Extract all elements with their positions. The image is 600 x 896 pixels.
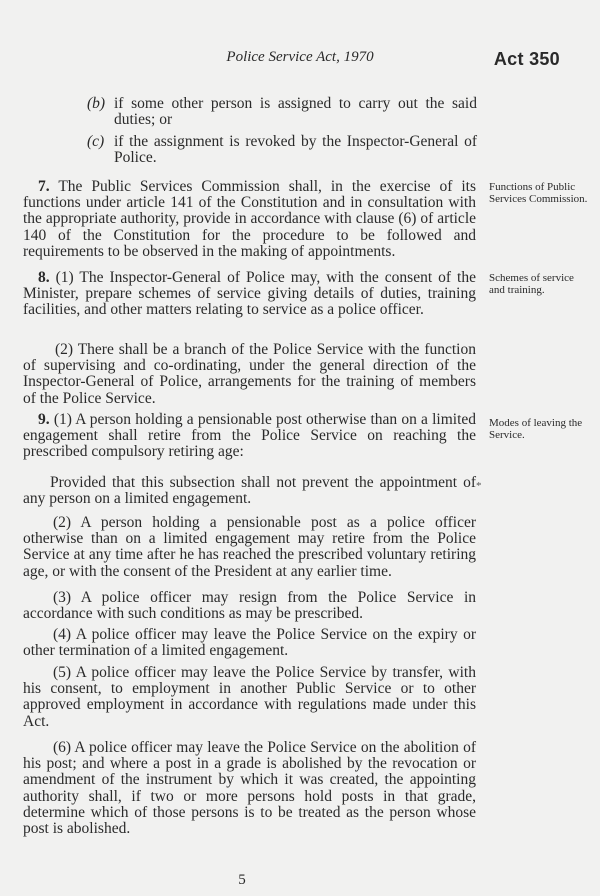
section-9-4 (23, 627, 476, 659)
section-8-1 (23, 270, 476, 319)
section-9-proviso (23, 475, 476, 507)
section-text: (5) A police officer may leave the Police Service by transfer, with his consent, to employment in another Public Service or to other approved employment in accordance with regulations made under this Act. (23, 664, 476, 730)
section-text: (2) There shall be a branch of the Police Service with the function of supervising and co-ordinating, under the general direction of the Inspector-General of Police, arrangements for the training of members of the Police Service. (23, 341, 476, 407)
section-9-1 (23, 412, 476, 461)
margin-note-schemes: Schemes of service and training. (489, 272, 574, 296)
item-text: if the assignment is revoked by the Inspector-General of Police. (114, 133, 477, 167)
section-text: (4) A police officer may leave the Police Service on the expiry or other termination of a limited engagement. (23, 626, 476, 660)
item-label: (b) (87, 95, 106, 112)
section-text: (2) A person holding a pensionable post as a police officer otherwise than on a limited engagement may retire from the Police Service at any time after he has reached the prescribed voluntary retiring age, or with the consent of the President at any earlier time. (23, 514, 476, 580)
list-item-b (87, 96, 477, 128)
list-item-c (87, 134, 477, 166)
section-text: (3) A police officer may resign from the Police Service in accordance with such conditions as may be prescribed. (23, 589, 476, 623)
section-number: 9. (38, 411, 50, 428)
page-header-title: Police Service Act, 1970 (226, 49, 374, 65)
section-number: 7. (38, 178, 50, 195)
section-text: (1) The Inspector-General of Police may, with the consent of the Minister, prepare schemes of service giving details of duties, training facilities, and other matters relating to service as a police officer. (23, 269, 476, 319)
section-number: 8. (38, 269, 50, 286)
section-text: Provided that this subsection shall not prevent the appointment of any person on a limited engagement. (23, 474, 476, 508)
section-text: (6) A police officer may leave the Police Service on the abolition of his post; and where a post in a grade is abolished by the revocation or amendment of the instrument by which it was created, the appointing authority shall, if two or more persons hold posts in that grade, determine which of those persons is to be treated as the person whose post is abolished. (23, 739, 476, 838)
item-text: if some other person is assigned to carry out the said duties; or (114, 95, 477, 129)
section-text: The Public Services Commission shall, in the exercise of its functions under article 141 of the Constitution and in consultation with the appropriate authority, provide in accordance with clause (6) of article 140 of the Constitution for the procedure to be followed and requirements to be observed in the making of appointments. (23, 178, 476, 260)
page-number: 5 (238, 872, 246, 888)
section-9-5 (23, 665, 476, 730)
section-text: (1) A person holding a pensionable post otherwise than on a limited engagement shall retire from the Police Service on reaching the prescribed compulsory retiring age: (23, 411, 477, 461)
section-7 (23, 179, 476, 260)
section-9-3 (23, 590, 476, 622)
item-label: (c) (87, 133, 105, 150)
margin-mark: * (476, 480, 482, 492)
margin-note-functions: Functions of Public Services Commission. (489, 181, 588, 205)
margin-note-modes: Modes of leaving the Service. (489, 417, 583, 441)
section-9-2 (23, 515, 476, 580)
section-8-2 (23, 342, 476, 407)
act-number: Act 350 (493, 49, 560, 69)
section-9-6 (23, 740, 476, 837)
